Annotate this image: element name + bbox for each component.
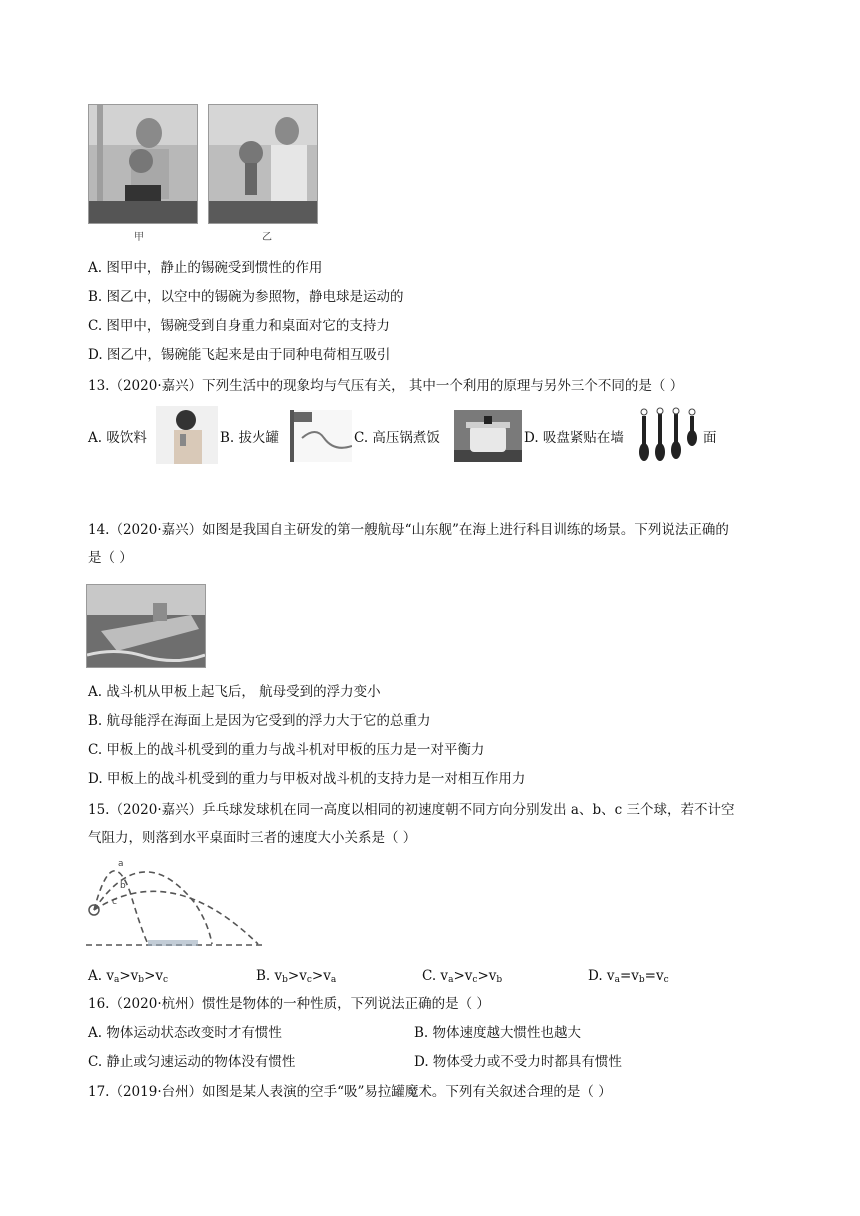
trajectory-label-a: a bbox=[118, 859, 124, 869]
q14-stem-line1: 14.（2020·嘉兴）如图是我国自主研发的第一艘航母“山东舰”在海上进行科目训练的场景。下列说法正确的 bbox=[88, 522, 729, 538]
q16-option-a: A. 物体运动状态改变时才有惯性 bbox=[88, 1025, 282, 1041]
q17-stem: 17.（2019·台州）如图是某人表演的空手“吸”易拉罐魔术。下列有关叙述合理的是（ ） bbox=[88, 1084, 612, 1100]
q15-c-op1: >v bbox=[453, 968, 473, 984]
trajectory-label-c: c bbox=[112, 897, 117, 907]
q15-b-prefix: B. v bbox=[256, 968, 283, 984]
q16-option-b: B. 物体速度越大惯性也越大 bbox=[414, 1025, 582, 1041]
q15-d-sub2: b bbox=[638, 975, 645, 985]
q13-option-d-tail: 面 bbox=[703, 430, 717, 446]
q13-suction-cup-image bbox=[636, 406, 700, 464]
q12-option-c: C. 图甲中，锡碗受到自身重力和桌面对它的支持力 bbox=[88, 318, 390, 334]
q13-option-d: D. 吸盘紧贴在墙 bbox=[524, 430, 624, 446]
q15-a-sub3: c bbox=[163, 975, 169, 985]
q15-a-op2: >v bbox=[144, 968, 164, 984]
q13-option-c: C. 高压锅煮饭 bbox=[354, 430, 440, 446]
q15-option-d bbox=[588, 966, 669, 990]
q14-stem-line2: 是（ ） bbox=[88, 550, 133, 566]
photo-yi-art bbox=[209, 105, 317, 223]
q15-a-sub1: a bbox=[113, 975, 120, 985]
q15-stem-line1: 15.（2020·嘉兴）乒乓球发球机在同一高度以相同的初速度朝不同方向分别发出 a、b、c 三个球，若不计空 bbox=[88, 802, 735, 818]
q15-d-sub1: a bbox=[614, 975, 620, 985]
q15-c-prefix: C. v bbox=[422, 968, 449, 984]
q15-c-sub2: c bbox=[472, 975, 478, 985]
q14-option-b: B. 航母能浮在海面上是因为它受到的浮力大于它的总重力 bbox=[88, 713, 431, 729]
q15-d-op2: =v bbox=[644, 968, 664, 984]
q15-option-a bbox=[88, 966, 168, 990]
q15-option-c bbox=[422, 966, 502, 990]
photo-jia bbox=[88, 104, 198, 224]
q13-option-b: B. 拔火罐 bbox=[220, 430, 280, 446]
q15-trajectory-figure bbox=[82, 852, 272, 952]
q15-a-op1: >v bbox=[119, 968, 139, 984]
q16-option-c: C. 静止或匀速运动的物体没有惯性 bbox=[88, 1054, 296, 1070]
trajectory-label-b: b bbox=[120, 881, 126, 891]
q15-stem-line2: 气阻力，则落到水平桌面时三者的速度大小关系是（ ） bbox=[88, 830, 417, 846]
photo-caption-yi: 乙 bbox=[262, 232, 272, 243]
carrier-photo-art bbox=[87, 585, 205, 667]
q12-option-d: D. 图乙中，锡碗能飞起来是由于同种电荷相互吸引 bbox=[88, 347, 391, 363]
q15-b-sub1: b bbox=[282, 975, 288, 985]
photo-caption-jia: 甲 bbox=[134, 232, 144, 243]
q15-b-op2: >v bbox=[311, 968, 331, 984]
q13-stem: 13.（2020·嘉兴）下列生活中的现象均与气压有关， 其中一个利用的原理与另外三个不同的是（ ） bbox=[88, 378, 684, 394]
q13-option-a: A. 吸饮料 bbox=[88, 430, 147, 446]
q14-option-a: A. 战斗机从甲板上起飞后， 航母受到的浮力变小 bbox=[88, 684, 381, 700]
q14-carrier-image bbox=[86, 584, 206, 668]
photo-yi bbox=[208, 104, 318, 224]
q12-option-a: A. 图甲中，静止的锡碗受到惯性的作用 bbox=[88, 260, 323, 276]
q15-b-op1: >v bbox=[287, 968, 307, 984]
q15-a-sub2: b bbox=[138, 975, 145, 985]
q16-option-d: D. 物体受力或不受力时都具有惯性 bbox=[414, 1054, 622, 1070]
q15-c-sub3: b bbox=[496, 975, 503, 985]
q15-d-sub3: c bbox=[663, 975, 669, 985]
q15-d-op1: =v bbox=[619, 968, 639, 984]
q13-pressure-cooker-image bbox=[454, 410, 522, 462]
q14-option-d: D. 甲板上的战斗机受到的重力与甲板对战斗机的支持力是一对相互作用力 bbox=[88, 771, 526, 787]
q12-option-b: B. 图乙中，以空中的锡碗为参照物，静电球是运动的 bbox=[88, 289, 404, 305]
q15-a-prefix: A. v bbox=[88, 968, 114, 984]
q15-b-sub3: a bbox=[330, 975, 337, 985]
q15-option-b bbox=[256, 966, 336, 990]
q16-stem: 16.（2020·杭州）惯性是物体的一种性质，下列说法正确的是（ ） bbox=[88, 996, 490, 1012]
q15-b-sub2: c bbox=[306, 975, 312, 985]
q14-option-c: C. 甲板上的战斗机受到的重力与战斗机对甲板的压力是一对平衡力 bbox=[88, 742, 485, 758]
q15-c-sub1: a bbox=[448, 975, 454, 985]
q13-drinking-image bbox=[156, 406, 218, 464]
photo-jia-art bbox=[89, 105, 197, 223]
q13-cupping-image bbox=[290, 410, 352, 462]
q15-d-prefix: D. v bbox=[588, 968, 615, 984]
q15-c-op2: >v bbox=[477, 968, 497, 984]
